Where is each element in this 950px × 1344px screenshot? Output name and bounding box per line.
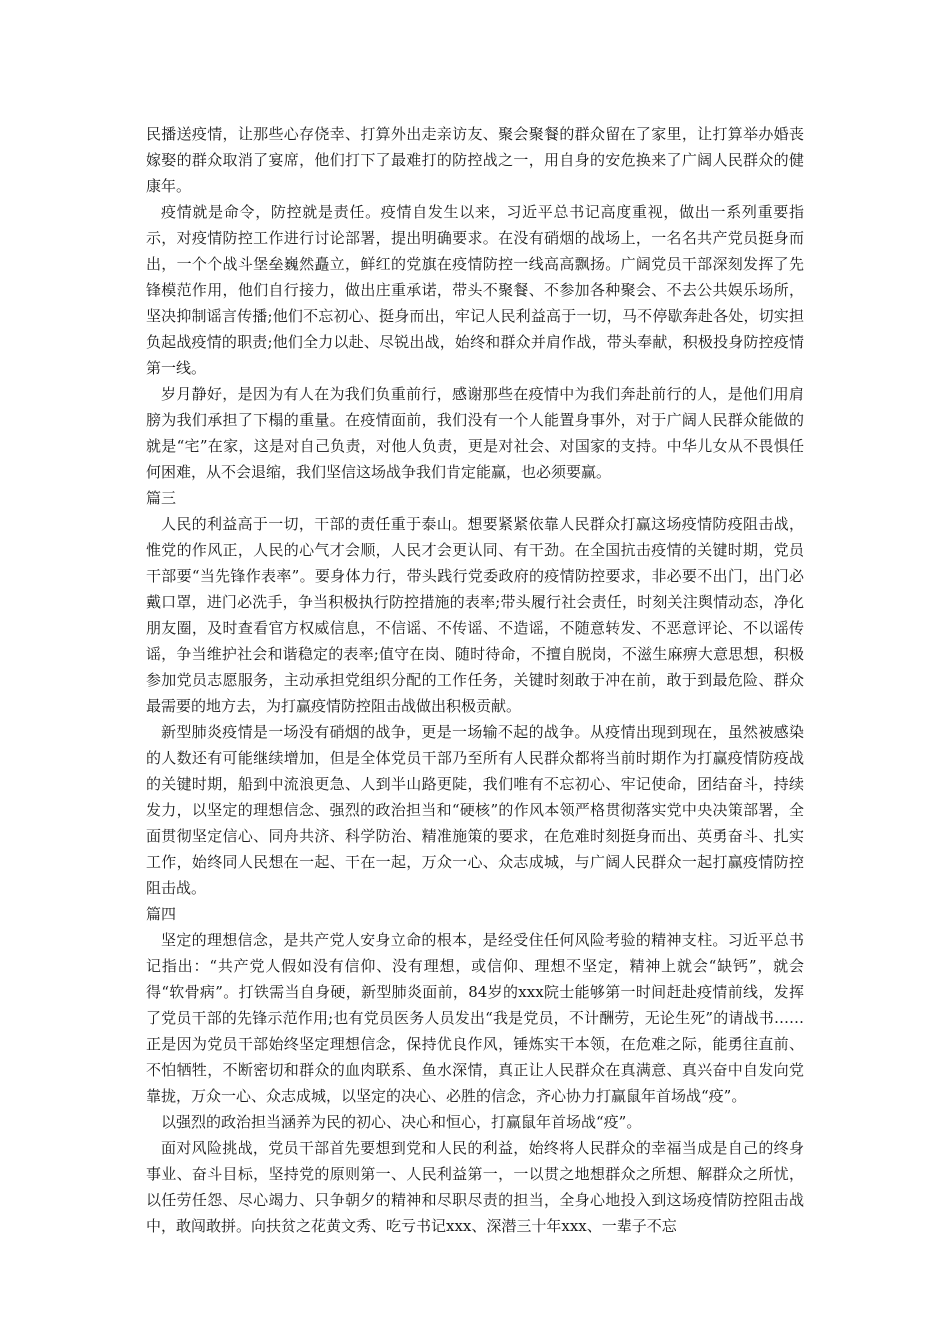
section-heading: 篇三 [146,489,177,507]
section-heading: 篇四 [146,905,177,923]
paragraph: 岁月静好，是因为有人在为我们负重前行，感谢那些在疫情中为我们奔赴前行的人，是他们用肩膀为我们承担了下榻的重量。在疫情面前，我们没有一个人能置身事外，对于广阔人民群众能做的就是“宅”在家，这是对自己负责，对他人负责，更是对社会、对国家的支持。中华儿女从不畏惧任何困难，从不会退缩，我们坚信这场战争我们肯定能赢，也必须要赢。 [146,385,804,481]
paragraph: 坚定的理想信念，是共产党人安身立命的根本，是经受住任何风险考验的精神支柱。习近平总书记指出：“共产党人假如没有信仰、没有理想，或信仰、理想不坚定，精神上就会“缺钙”，就会得“软骨病”。打铁需当自身硬，新型肺炎面前，84岁的xxx院士能够第一时间赶赴疫情前线，发挥了党员干部的先锋示范作用;也有党员医务人员发出“我是党员，不计酬劳，无论生死”的请战书……正是因为党员干部始终坚定理想信念，保持优良作风，锤炼实干本领，在危难之际，能勇往直前、不怕牺牲，不断密切和群众的血肉联系、鱼水深情，真正让人民群众在真满意、真兴奋中自发向党靠拢，万众一心、众志成城，以坚定的决心、必胜的信念，齐心协力打赢鼠年首场战“疫”。 [146,931,804,1105]
paragraph: 以强烈的政治担当涵养为民的初心、决心和恒心，打赢鼠年首场战“疫”。 [161,1113,642,1131]
paragraph: 疫情就是命令，防控就是责任。疫情自发生以来，习近平总书记高度重视，做出一系列重要指示，对疫情防控工作进行讨论部署，提出明确要求。在没有硝烟的战场上，一名名共产党员挺身而出，一个个战斗堡垒巍然矗立，鲜红的党旗在疫情防控一线高高飘扬。广阔党员干部深刻发挥了先锋模范作用，他们自行接力，做出庄重承诺，带头不聚餐、不参加各种聚会、不去公共娱乐场所，坚决抑制谣言传播;他们不忘初心、挺身而出，牢记人民利益高于一切，马不停歇奔赴各处，切实担负起战疫情的职责;他们全力以赴、尽锐出战，始终和群众并肩作战，带头奉献，积极投身防控疫情第一线。 [146,203,804,377]
paragraph: 人民的利益高于一切，干部的责任重于泰山。想要紧紧依靠人民群众打赢这场疫情防疫阻击战，惟党的作风正，人民的心气才会顺，人民才会更认同、有干劲。在全国抗击疫情的关键时期，党员干部要“当先锋作表率”。要身体力行，带头践行党委政府的疫情防控要求，非必要不出门，出门必戴口罩，进门必洗手，争当积极执行防控措施的表率;带头履行社会责任，时刻关注舆情动态，净化朋友圈，及时查看官方权威信息，不信谣、不传谣、不造谣，不随意转发、不恶意评论、不以谣传谣，争当维护社会和谐稳定的表率;值守在岗、随时待命，不擅自脱岗，不滋生麻痹大意思想，积极参加党员志愿服务，主动承担党组织分配的工作任务，关键时刻敢于冲在前，敢于到最危险、群众最需要的地方去，为打赢疫情防控阻击战做出积极贡献。 [146,515,804,715]
document-page [146,121,804,1239]
paragraph: 新型肺炎疫情是一场没有硝烟的战争，更是一场输不起的战争。从疫情出现到现在，虽然被感染的人数还有可能继续增加，但是全体党员干部乃至所有人民群众都将当前时期作为打赢疫情防疫战的关键时期，船到中流浪更急、人到半山路更陡，我们唯有不忘初心、牢记使命，团结奋斗，持续发力，以坚定的理想信念、强烈的政治担当和“硬核”的作风本领严格贯彻落实党中央决策部署，全面贯彻坚定信心、同舟共济、科学防治、精准施策的要求，在危难时刻挺身而出、英勇奋斗、扎实工作，始终同人民想在一起、干在一起，万众一心、众志成城，与广阔人民群众一起打赢疫情防控阻击战。 [146,723,804,897]
paragraph: 民播送疫情，让那些心存侥幸、打算外出走亲访友、聚会聚餐的群众留在了家里，让打算举办婚丧嫁娶的群众取消了宴席，他们打下了最难打的防控战之一，用自身的安危换来了广阔人民群众的健康年。 [146,125,804,195]
paragraph: 面对风险挑战，党员干部首先要想到党和人民的利益，始终将人民群众的幸福当成是自己的终身事业、奋斗目标，坚持党的原则第一、人民利益第一，一以贯之地想群众之所想、解群众之所忧，以任劳任怨、尽心竭力、只争朝夕的精神和尽职尽责的担当，全身心地投入到这场疫情防控阻击战中，敢闯敢拼。向扶贫之花黄文秀、吃亏书记xxx、深潜三十年xxx、一辈子不忘 [146,1139,804,1235]
